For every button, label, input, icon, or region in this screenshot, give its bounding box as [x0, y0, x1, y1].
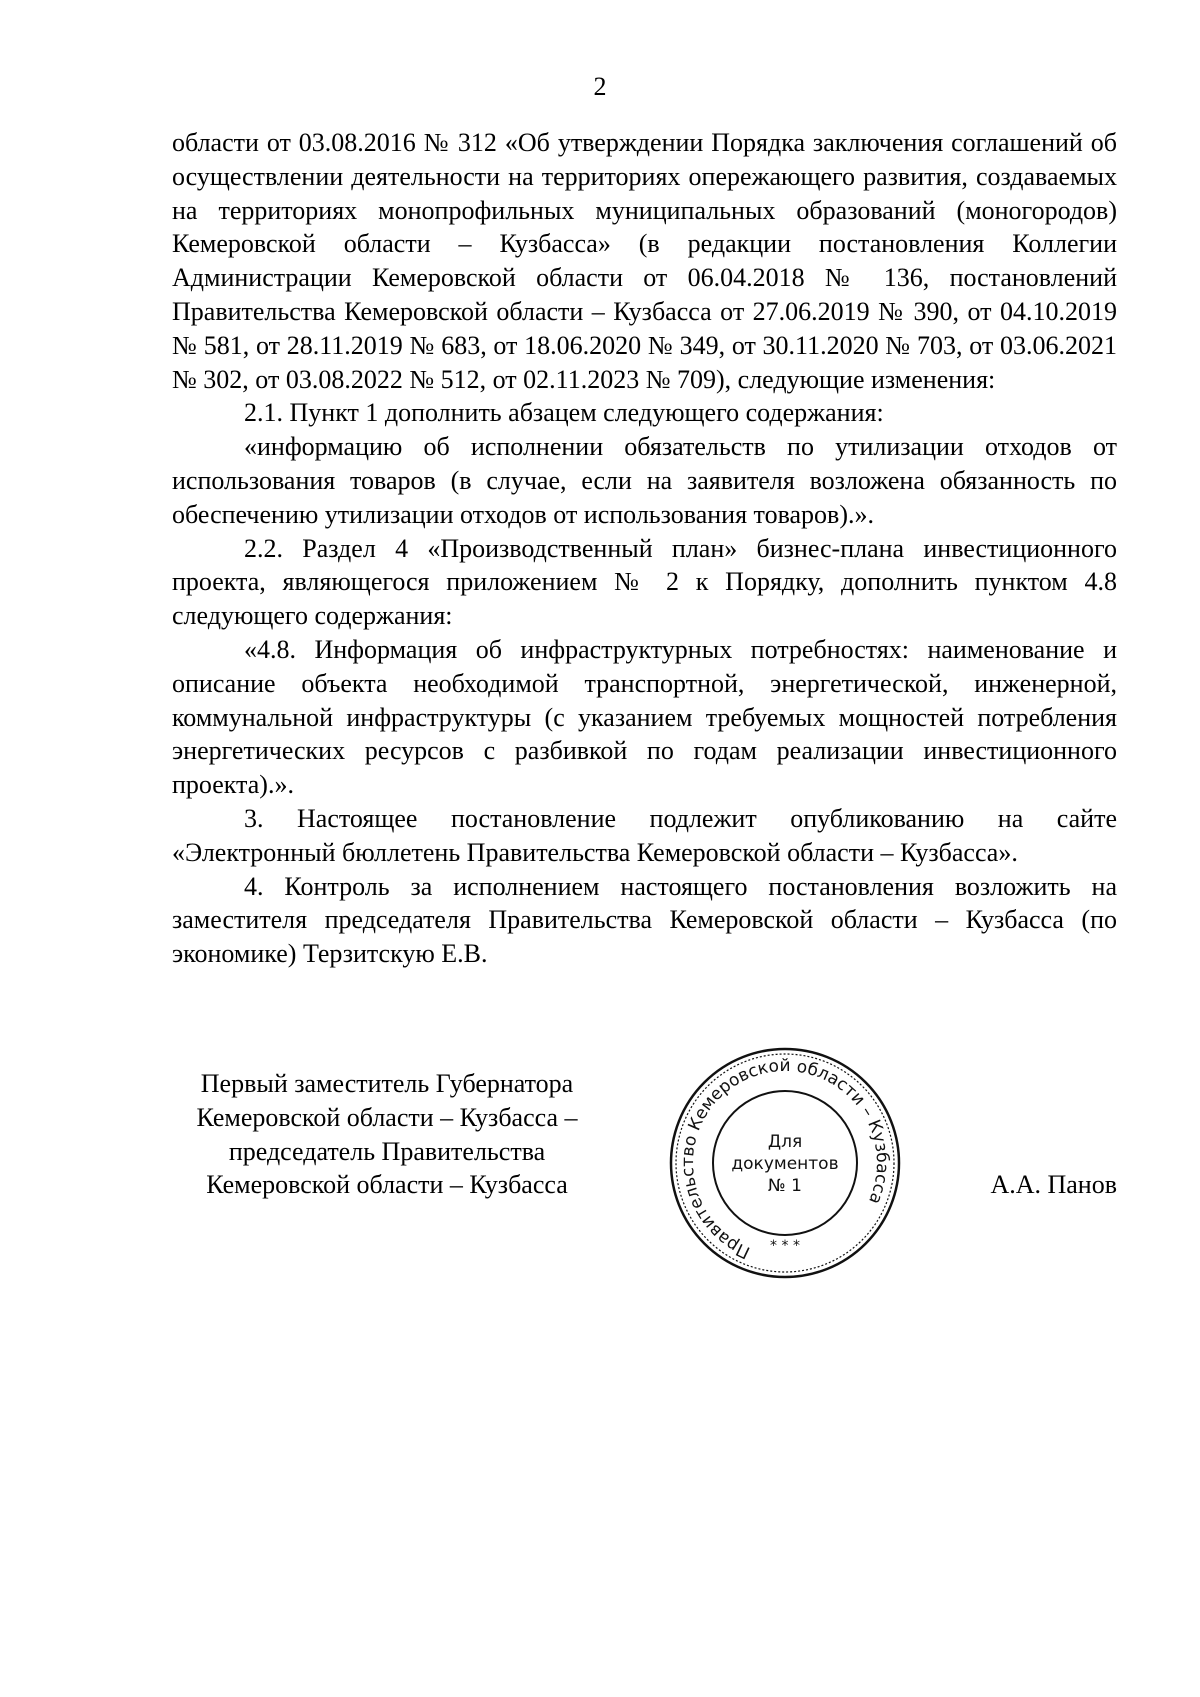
signatory-title-line: Кемеровской области – Кузбасса [206, 1170, 568, 1200]
stamp-stars: * * * [770, 1238, 800, 1254]
signatory-title-line: Первый заместитель Губернатора [200, 1069, 574, 1098]
official-stamp [667, 1045, 903, 1281]
stamp-center-line: документов [731, 1154, 839, 1174]
signatory-name: А.А. Панов [990, 1170, 1117, 1199]
signatory-title-line: Кемеровской области – Кузбасса – [196, 1102, 578, 1132]
document-body [172, 126, 1117, 971]
paragraph-2-1: 2.1. Пункт 1 дополнить абзацем следующего содержания: [244, 398, 884, 428]
paragraph-3-publication: 3. Настоящее постановление подлежит опубликованию на сайте «Электронный бюллетень Правительства Кемеровской области – Кузбасса». [172, 803, 1117, 867]
paragraph-amendment-intro: области от 03.08.2016 № 312 «Об утверждении Порядка заключения соглашений об осуществлении деятельности на территориях опережающего развития, создаваемых на территориях монопрофильных муниципальных образований (моногородов) Кемеровской области – Кузбасса» (в редакции постановления Коллегии Администрации Кемеровской области от 06.04.2018 № 136, постановлений Правительства Кемеровской области – Кузбасса от 27.06.2019 № 390, от 04.10.2019 № 581, от 28.11.2019 № 683, от 18.06.2020 № 349, от 30.11.2020 № 703, от 03.06.2021 № 302, от 03.08.2022 № 512, от 02.11.2023 № 709), следующие изменения: [172, 128, 1117, 394]
signatory-title-line: председатель Правительства [228, 1136, 546, 1166]
stamp-center-line: Для [767, 1132, 803, 1152]
stamp-center-line: № 1 [768, 1176, 802, 1196]
paragraph-2-2: 2.2. Раздел 4 «Производственный план» бизнес-плана инвестиционного проекта, являющегося приложением № 2 к Порядку, дополнить пунктом 4.8 следующего содержания: [172, 533, 1117, 631]
stamp-ring-text: Правительство Кемеровской области – Кузбасса [677, 1055, 893, 1263]
page-number: 2 [593, 72, 607, 101]
stamp-seal [667, 1045, 903, 1281]
signatory-title [162, 1067, 612, 1202]
paragraph-4-control: 4. Контроль за исполнением настоящего постановления возложить на заместителя председателя Правительства Кемеровской области – Кузбасса (по экономике) Терзитскую Е.В. [172, 871, 1117, 969]
paragraph-2-1-quote: «информацию об исполнении обязательств по утилизации отходов от использования товаров (в случае, если на заявителя возложена обязанность по обеспечению утилизации отходов от использования товаров).». [172, 432, 1117, 529]
paragraph-4-8-quote: «4.8. Информация об инфраструктурных потребностях: наименование и описание объекта необходимой транспортной, энергетической, инженерной, коммунальной инфраструктуры (с указанием требуемых мощностей потребления энергетических ресурсов с разбивкой по годам реализации инвестиционного проекта).». [172, 634, 1117, 800]
